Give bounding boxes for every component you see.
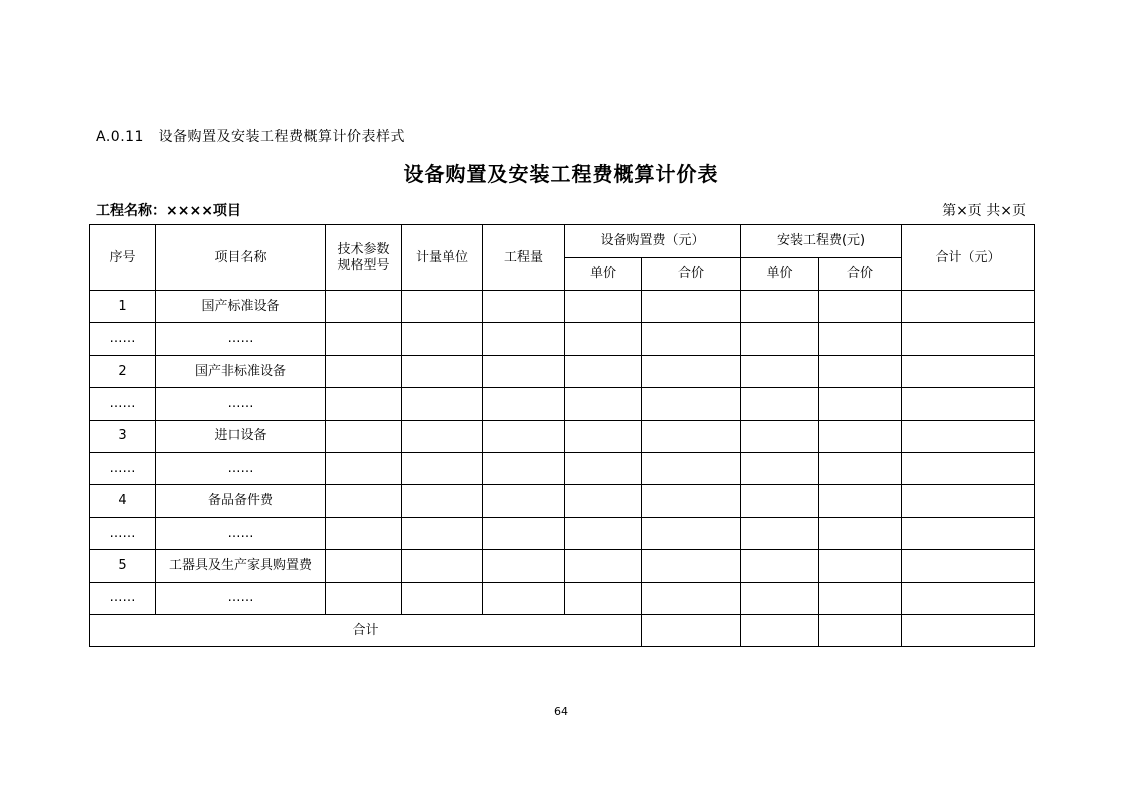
row-empty-cell <box>741 420 819 452</box>
row-empty-cell <box>902 485 1035 517</box>
table-row <box>90 517 1035 549</box>
table-footer-row <box>90 614 1035 646</box>
row-empty-cell <box>326 582 402 614</box>
row-empty-cell <box>326 323 402 355</box>
row-empty-cell <box>565 388 642 420</box>
row-empty-cell <box>642 323 741 355</box>
row-empty-cell <box>483 452 565 484</box>
row-empty-cell <box>642 420 741 452</box>
header-unit: 计量单位 <box>402 225 483 291</box>
row-empty-cell <box>819 323 902 355</box>
row-empty-cell <box>483 582 565 614</box>
row-seq: …… <box>90 388 156 420</box>
header-equipment-amount: 合价 <box>642 258 741 291</box>
header-installation-amount: 合价 <box>819 258 902 291</box>
row-empty-cell <box>483 355 565 387</box>
row-empty-cell <box>642 550 741 582</box>
row-empty-cell <box>741 323 819 355</box>
section-label: A.0.11 设备购置及安装工程费概算计价表样式 <box>96 129 405 145</box>
header-tech-params-line2: 规格型号 <box>337 257 390 273</box>
row-empty-cell <box>565 452 642 484</box>
row-empty-cell <box>642 291 741 323</box>
row-empty-cell <box>819 452 902 484</box>
row-empty-cell <box>565 355 642 387</box>
table-row <box>90 323 1035 355</box>
row-empty-cell <box>642 355 741 387</box>
row-empty-cell <box>565 517 642 549</box>
row-empty-cell <box>902 355 1035 387</box>
row-empty-cell <box>902 388 1035 420</box>
row-empty-cell <box>483 291 565 323</box>
row-item-name: 进口设备 <box>156 420 326 452</box>
header-installation-unit-price: 单价 <box>741 258 819 291</box>
row-empty-cell <box>402 323 483 355</box>
row-empty-cell <box>902 582 1035 614</box>
row-empty-cell <box>902 420 1035 452</box>
row-empty-cell <box>819 388 902 420</box>
row-empty-cell <box>565 550 642 582</box>
row-empty-cell <box>402 291 483 323</box>
cost-estimate-table <box>89 224 1035 647</box>
row-empty-cell <box>642 485 741 517</box>
row-empty-cell <box>402 485 483 517</box>
row-empty-cell <box>402 355 483 387</box>
table-row <box>90 485 1035 517</box>
row-empty-cell <box>483 388 565 420</box>
header-tech-params <box>326 225 402 291</box>
row-empty-cell <box>565 582 642 614</box>
row-empty-cell <box>402 582 483 614</box>
row-empty-cell <box>326 452 402 484</box>
row-empty-cell <box>741 517 819 549</box>
row-empty-cell <box>326 388 402 420</box>
table-row <box>90 420 1035 452</box>
table-row <box>90 452 1035 484</box>
footer-cell <box>902 614 1035 646</box>
header-quantity: 工程量 <box>483 225 565 291</box>
row-seq: 2 <box>90 355 156 387</box>
row-empty-cell <box>565 291 642 323</box>
row-empty-cell <box>819 582 902 614</box>
footer-cell <box>819 614 902 646</box>
project-name: 工程名称：××××项目 <box>96 203 241 219</box>
row-empty-cell <box>741 452 819 484</box>
row-item-name: 工器具及生产家具购置费 <box>156 550 326 582</box>
row-empty-cell <box>642 517 741 549</box>
row-empty-cell <box>483 517 565 549</box>
table-body <box>90 291 1035 615</box>
row-seq: 1 <box>90 291 156 323</box>
page-count: 第×页 共×页 <box>942 203 1026 219</box>
row-empty-cell <box>565 323 642 355</box>
header-seq: 序号 <box>90 225 156 291</box>
row-empty-cell <box>326 420 402 452</box>
row-empty-cell <box>819 291 902 323</box>
row-item-name: …… <box>156 323 326 355</box>
header-tech-params-line1: 技术参数 <box>337 241 390 257</box>
row-empty-cell <box>902 550 1035 582</box>
row-empty-cell <box>326 517 402 549</box>
row-empty-cell <box>819 355 902 387</box>
header-total: 合计（元） <box>902 225 1035 291</box>
header-installation-fee: 安装工程费(元) <box>741 225 902 258</box>
row-seq: …… <box>90 323 156 355</box>
header-equipment-unit-price: 单价 <box>565 258 642 291</box>
document-title: 设备购置及安装工程费概算计价表 <box>403 162 719 186</box>
row-empty-cell <box>402 550 483 582</box>
row-empty-cell <box>326 485 402 517</box>
row-empty-cell <box>326 355 402 387</box>
row-seq: 3 <box>90 420 156 452</box>
row-item-name: …… <box>156 388 326 420</box>
row-empty-cell <box>902 452 1035 484</box>
row-item-name: …… <box>156 517 326 549</box>
row-empty-cell <box>483 323 565 355</box>
row-empty-cell <box>402 452 483 484</box>
row-empty-cell <box>819 420 902 452</box>
row-empty-cell <box>819 485 902 517</box>
row-item-name: …… <box>156 582 326 614</box>
row-empty-cell <box>902 517 1035 549</box>
row-item-name: …… <box>156 452 326 484</box>
row-seq: 4 <box>90 485 156 517</box>
row-empty-cell <box>483 550 565 582</box>
row-empty-cell <box>483 485 565 517</box>
row-empty-cell <box>326 291 402 323</box>
row-empty-cell <box>642 452 741 484</box>
table-row <box>90 582 1035 614</box>
row-empty-cell <box>642 582 741 614</box>
row-empty-cell <box>741 550 819 582</box>
row-empty-cell <box>402 388 483 420</box>
row-empty-cell <box>402 517 483 549</box>
row-seq: …… <box>90 517 156 549</box>
row-empty-cell <box>902 323 1035 355</box>
footer-cell <box>642 614 741 646</box>
row-seq: …… <box>90 452 156 484</box>
row-empty-cell <box>642 388 741 420</box>
row-seq: …… <box>90 582 156 614</box>
table-row <box>90 388 1035 420</box>
footer-total-label: 合计 <box>90 614 642 646</box>
footer-cell <box>741 614 819 646</box>
row-empty-cell <box>741 388 819 420</box>
header-equipment-purchase-fee: 设备购置费（元） <box>565 225 741 258</box>
table-row <box>90 355 1035 387</box>
page-number: 64 <box>554 705 568 718</box>
header-item-name: 项目名称 <box>156 225 326 291</box>
row-empty-cell <box>741 582 819 614</box>
row-empty-cell <box>741 485 819 517</box>
row-empty-cell <box>402 420 483 452</box>
row-empty-cell <box>565 420 642 452</box>
row-empty-cell <box>741 291 819 323</box>
row-item-name: 国产标准设备 <box>156 291 326 323</box>
row-empty-cell <box>902 291 1035 323</box>
row-empty-cell <box>819 550 902 582</box>
table-header-row-1 <box>90 225 1035 258</box>
row-empty-cell <box>326 550 402 582</box>
table-row <box>90 550 1035 582</box>
row-item-name: 备品备件费 <box>156 485 326 517</box>
table-row <box>90 291 1035 323</box>
row-seq: 5 <box>90 550 156 582</box>
row-empty-cell <box>565 485 642 517</box>
row-empty-cell <box>819 517 902 549</box>
row-empty-cell <box>483 420 565 452</box>
row-empty-cell <box>741 355 819 387</box>
row-item-name: 国产非标准设备 <box>156 355 326 387</box>
